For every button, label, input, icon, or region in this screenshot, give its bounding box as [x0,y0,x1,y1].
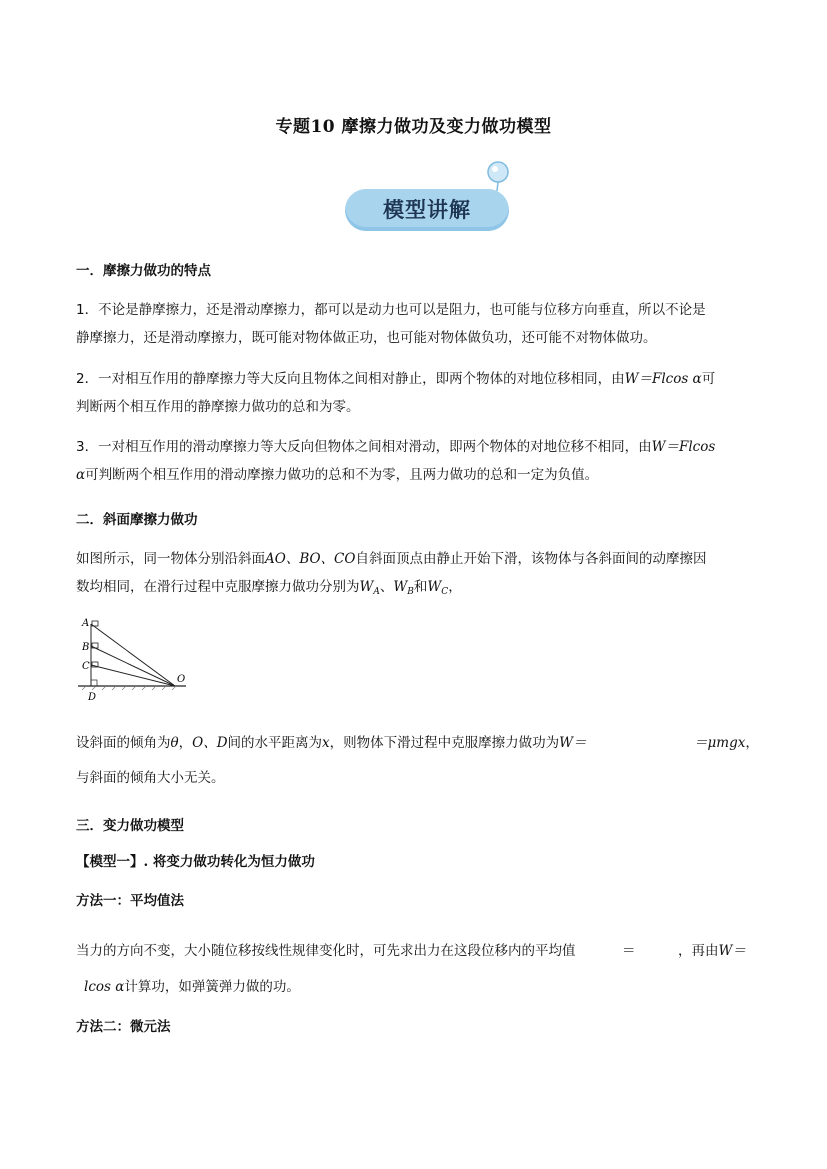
para2-text: 2．一对相互作用的静摩擦力等大反向且物体之间相对静止，即两个物体的对地位移相同，由 [76,371,625,387]
label-c: C [82,661,90,672]
avg-equals: ＝ [622,943,636,959]
slope-ao [91,624,175,686]
sec3-text-a: 当力的方向不变，大小随位移按线性规律变化时，可先求出力在这段位移内的平均值 [76,943,576,959]
work-b-sub: B [407,587,414,597]
work-c: W [427,579,442,595]
section-heading-3: 三．变力做功模型 [76,818,184,834]
sec2-text-d: 设斜面的倾角为 [76,735,171,751]
comma: ， [448,579,462,595]
sec2-text-a: 如图所示，同一物体分别沿斜面 [76,551,265,567]
sec2-line2 [76,577,462,602]
sec3-line1 [76,941,576,961]
mu-mgx: ＝μmgx [694,735,746,751]
para2-line1 [76,369,715,389]
sec2-line4: 与斜面的倾角大小无关。 [76,770,225,786]
alpha-symbol: α [76,467,86,483]
para2-end: 可 [701,371,716,387]
sec2-text-b: 自斜面顶点由静止开始下滑，该物体与各斜面间的动摩擦因 [355,551,707,567]
incline-diagram [76,612,196,704]
para1-line2: 静摩擦力，还是滑动摩擦力，既可能对物体做正功，也可能对物体做负功，还可能不对物体做功。 [76,330,657,346]
sparkle-icon [481,158,515,192]
points-od: O、D [192,735,228,751]
sec2-text-e: 间的水平距离为 [227,735,323,751]
section-badge [343,158,515,236]
and-text: 和 [413,579,428,595]
slope-co [91,665,175,686]
sec2-text-c: 数均相同，在滑行过程中克服摩擦力做功分别为 [76,579,360,595]
para3-line1 [76,437,715,457]
sep: 、 [379,579,394,595]
slopes-label: AO、BO、CO [265,551,356,567]
sec2-line1 [76,549,706,569]
para3-line2 [76,465,598,485]
comma-2: ， [178,735,193,751]
method-one-heading: 方法一：平均值法 [76,893,184,909]
method-two-heading: 方法二：微元法 [76,1019,171,1035]
label-a: A [82,618,90,629]
formula-work-2: W＝Flcos [651,439,716,455]
slope-bo [91,646,175,686]
para1-line1: 1．不论是静摩擦力，还是滑动摩擦力，都可以是动力也可以是阻力，也可能与位移方向垂直，所以不论是 [76,302,706,318]
work-a-sub: A [373,587,380,597]
section-heading-2: 二．斜面摩擦力做功 [76,512,198,528]
para2-line2: 判断两个相互作用的静摩擦力做功的总和为零。 [76,399,360,415]
page-title: 专题10 摩擦力做功及变力做功模型 [275,117,552,137]
sec2-text-f: ，则物体下滑过程中克服摩擦力做功为 [329,735,560,751]
badge-label: 模型讲解 [345,189,509,231]
work-equals-2: W＝ [718,943,746,959]
lcos-alpha: lcos α [84,979,125,995]
sec3-text-b: ，再由 [678,943,719,959]
label-o: O [177,674,186,685]
work-b: W [393,579,408,595]
model-one-heading: 【模型一】. 将变力做功转化为恒力做功 [76,854,315,870]
label-d: D [88,692,97,703]
result-formula [694,733,759,753]
sec3-tail [678,941,746,961]
theta-symbol: θ [170,735,179,751]
section-heading-1: 一．摩擦力做功的特点 [76,263,211,279]
para3-text-2: 可判断两个相互作用的滑动摩擦力做功的总和不为零，且两力做功的总和一定为负值。 [85,467,599,483]
label-b: B [82,642,90,653]
para3-text: 3．一对相互作用的滑动摩擦力等大反向但物体之间相对滑动，即两个物体的对地位移不相同，由 [76,439,652,455]
sec2-line3 [76,733,587,753]
work-equals: W＝ [559,735,587,751]
sec3-line2 [84,977,300,997]
x-symbol: x [322,735,330,751]
sec3-text-c: 计算功，如弹簧弹力做的功。 [124,979,300,995]
right-angle-mark [91,680,97,686]
formula-work: W＝Flcos α [624,371,702,387]
comma-3: ， [745,735,759,751]
work-c-sub: C [441,587,449,597]
work-a: W [359,579,374,595]
